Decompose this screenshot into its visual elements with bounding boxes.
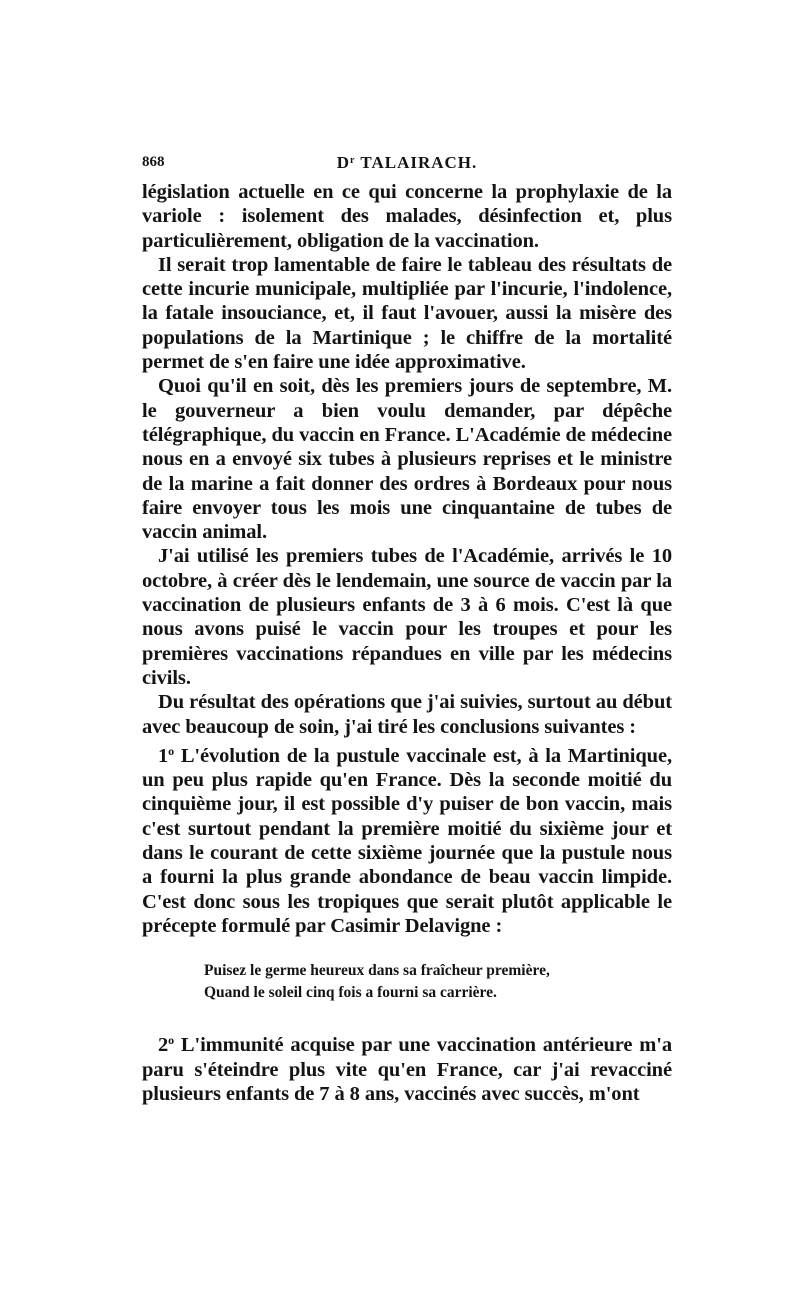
paragraph-vaccine-request: Quoi qu'il en soit, dès les premiers jours de septembre, M. le gouverneur a bien voulu demander, par dépêche télégraphique, du vaccin en France. L'Académie de médecine nous en a envoyé six tubes à plusieurs reprises et le ministre de la marine a fait donner des ordres à Bordeaux pour nous faire envoyer tous les mois une cinquantaine de tubes de vaccin animal.	[142, 375, 672, 544]
conclusion-1	[142, 739, 672, 938]
author-sup: r	[349, 155, 356, 166]
paragraph-conclusions-intro: Du résultat des opérations que j'ai suivies, surtout au début avec beaucoup de soin, j'ai tiré les conclusions suivantes :	[142, 691, 672, 738]
conclusion-2-text: L'immunité acquise par une vaccination antérieure m'a paru s'éteindre plus vite qu'en France, car j'ai revacciné plusieurs enfants de 7 à 8 ans, vaccinés avec succès, m'ont	[142, 1034, 672, 1105]
book-page	[142, 150, 672, 1106]
conclusion-2-sup: o	[168, 1033, 175, 1048]
paragraph-mortality: Il serait trop lamentable de faire le tableau des résultats de cette incurie municipale, multipliée par l'incurie, l'indolence, la fatale insouciance, et, il faut l'avouer, aussi la misère des populations de la Martinique ; le chiffre de la mortalité permet de s'en faire une idée approximative.	[142, 253, 672, 374]
conclusion-1-text: L'évolution de la pustule vaccinale est, à la Martinique, un peu plus rapide qu'en France. Dès la seconde moitié du cinquième jour, il est possible d'y puiser de bon vaccin, mais c'est surtout pendant la première moitié du sixième jour et dans le courant de cette sixième journée que la pustule nous a fourni la plus grande abondance de beau vaccin limpide. C'est donc sous les tropiques que serait plutôt applicable le précepte formulé par Casimir Delavigne :	[142, 744, 672, 937]
conclusion-2-number: 2	[158, 1034, 169, 1057]
verse-line-1: Puisez le germe heureux dans sa fraîcheur première,	[204, 962, 550, 980]
conclusion-1-number: 1	[158, 744, 169, 767]
page-number: 868	[142, 154, 165, 170]
conclusion-1-sup: o	[168, 743, 175, 758]
author-prefix: D	[336, 153, 350, 172]
author-name: TALAIRACH.	[360, 153, 478, 172]
paragraph-continuation: législation actuelle en ce qui concerne la prophylaxie de la variole : isolement des malades, désinfection et, plus particulièrement, obligation de la vaccination.	[142, 181, 672, 252]
paragraph-first-tubes: J'ai utilisé les premiers tubes de l'Académie, arrivés le 10 octobre, à créer dès le lendemain, une source de vaccin par la vaccination de plusieurs enfants de 3 à 6 mois. C'est là que nous avons puisé le vaccin pour les troupes et pour les premières vaccinations répandues en ville par les médecins civils.	[142, 545, 672, 689]
verse-line-2: Quand le soleil cinq fois a fourni sa carrière.	[204, 984, 497, 1002]
verse-quote	[204, 960, 672, 1004]
conclusion-2	[142, 1028, 672, 1106]
running-title	[142, 153, 672, 173]
running-head	[142, 150, 672, 176]
